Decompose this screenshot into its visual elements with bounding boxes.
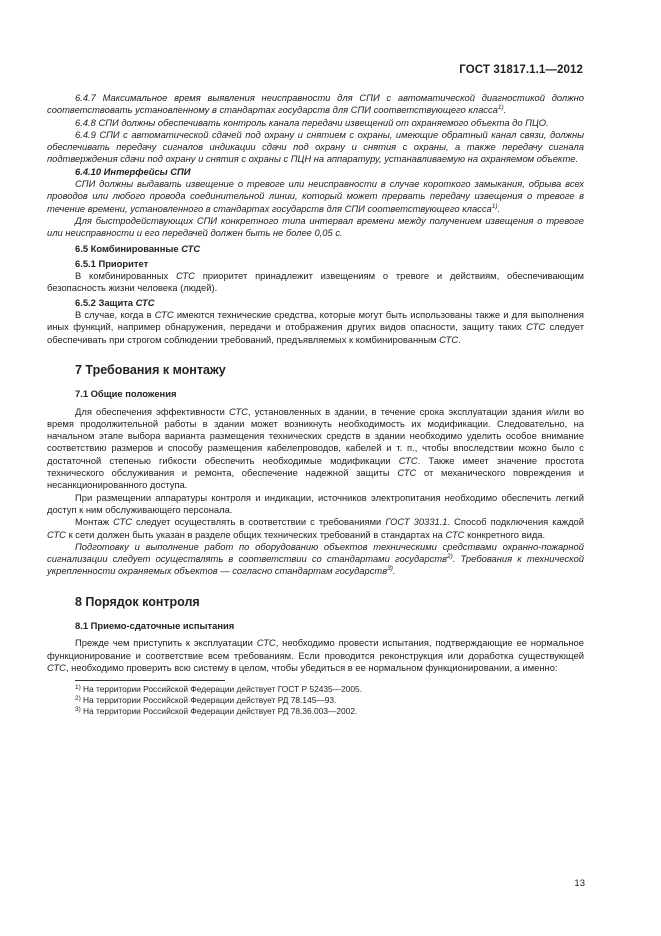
paragraph-7-1-a: Для обеспечения эффективности СТС, установленных в здании, в течение срока эксплуатации здания и/или во время продолжительной работы в здании может возникнуть необходимость их модификации. Следовательно, на начальном этапе выбора варианта размещения технических средств в здании необходимо уделить особое внимание соответствию размеров и способу размещения кабелепроводов, кабелей и т. п., чтобы впоследствии можно было с достаточной степенью гибкости обеспечить необходимые модификации СТС. Также имеет значение простота технического обслуживания и ремонта, обеспечение надежной защиты СТС от механического повреждения и несанкционированного доступа.	[47, 405, 585, 491]
footnotes	[47, 684, 584, 717]
heading-section-8: 8 Порядок контроля	[75, 594, 200, 609]
heading-6-4-10: 6.4.10 Интерфейсы СПИ	[75, 165, 191, 177]
page-number: 13	[574, 878, 585, 889]
footnote-divider	[75, 680, 225, 681]
heading-section-7: 7 Требования к монтажу	[75, 362, 226, 377]
page-body	[47, 92, 584, 717]
paragraph-6-4-10-b: Для быстродействующих СПИ конкретного типа интервал времени между получением извещения о тревоге или неисправности и его передачей должен быть не более 0,05 с.	[47, 214, 584, 239]
heading-8-1: 8.1 Приемо-сдаточные испытания	[75, 619, 235, 631]
document-header: ГОСТ 31817.1.1—2012	[459, 64, 583, 76]
paragraph-6-4-7: 6.4.7 Максимальное время выявления неисправности для СПИ с автоматической диагностикой должно соответствовать установленному в стандартах государств для СПИ соответствующего класса$^{1)}$.	[47, 92, 584, 116]
paragraph-6-4-9: 6.4.9 СПИ с автоматической сдачей под охрану и снятием с охраны, имеющие обратный канал связи, должны обеспечивать передачу сигналов индикации сдачи под охрану и снятия с охраны, а также передачу сигнала подтверждения сдачи под охрану и снятия с охраны с ПЦН на аппаратуру, устанавливаемую на охраняемом объекте.	[47, 128, 584, 165]
heading-7-1: 7.1 Общие положения	[75, 388, 177, 400]
footnote: 2) На территории Российской Федерации действует РД 78.145—93.	[75, 695, 337, 706]
paragraph-7-1-b: При размещении аппаратуры контроля и индикации, источников электропитания необходимо обеспечить легкий доступ к ним обслуживающего персонала.	[47, 491, 584, 515]
paragraph-6-4-10-a: СПИ должны выдавать извещение о тревоге или неисправности в случае короткого замыкания, обрыва всех проводов или любого провода соединительной линии, который может прервать передачу извещения о тревоге в течение времени, установленного в стандартах государств для СПИ соответствующего класса$^{1)}$.	[47, 178, 584, 214]
paragraph-6-4-8: 6.4.8 СПИ должны обеспечивать контроль канала передачи извещений от охраняемого объекта до ПЦО.	[75, 116, 549, 128]
paragraph-7-1-c: Монтаж СТС следует осуществлять в соответствии с требованиями ГОСТ 30331.1. Способ подключения каждой СТС к сети должен быть указан в разделе общих технических требований в стандартах на СТС конкретного вида.	[47, 516, 585, 540]
heading-6-5-2: 6.5.2 Защита СТС	[75, 296, 155, 308]
heading-6-5-1: 6.5.1 Приоритет	[75, 257, 149, 269]
paragraph-6-5-2: В случае, когда в СТС имеются технические средства, которые могут быть использованы также и для выполнения иных функций, например обнаружения, передачи и отображения других видов опасности, защиту таких СТС следует обеспечивать при строгом соблюдении требований, предъявляемых к комбинированным СТС.	[47, 309, 584, 345]
paragraph-6-5-1: В комбинированных СТС приоритет принадлежит извещениям о тревоге и действиям, обеспечивающим безопасность жизни человека (людей).	[47, 270, 585, 294]
footnote: 1) На территории Российской Федерации действует ГОСТ Р 52435—2005.	[75, 684, 363, 695]
footnote: 3) На территории Российской Федерации действует РД 78.36.003—2002.	[75, 706, 358, 717]
heading-6-5: 6.5 Комбинированные СТС	[75, 242, 201, 254]
paragraph-7-1-d: Подготовку и выполнение работ по оборудованию объектов техническими средствами охранно-пожарной сигнализации следует осуществлять в соответствии со стандартами государств$^{2)}$. Требования к технической укрепленности охраняемых объектов — согласно стандартам государств$^{3)}$.	[47, 540, 584, 577]
paragraph-8-1: Прежде чем приступить к эксплуатации СТС, необходимо провести испытания, подтверждающие ее нормальное функционирование и соответствие всем требованиям. Если проводится реконструкция или доработка существующей СТС, необходимо проверить всю систему в целом, чтобы убедиться в ее нормальном функционировании, а именно:	[47, 637, 584, 673]
